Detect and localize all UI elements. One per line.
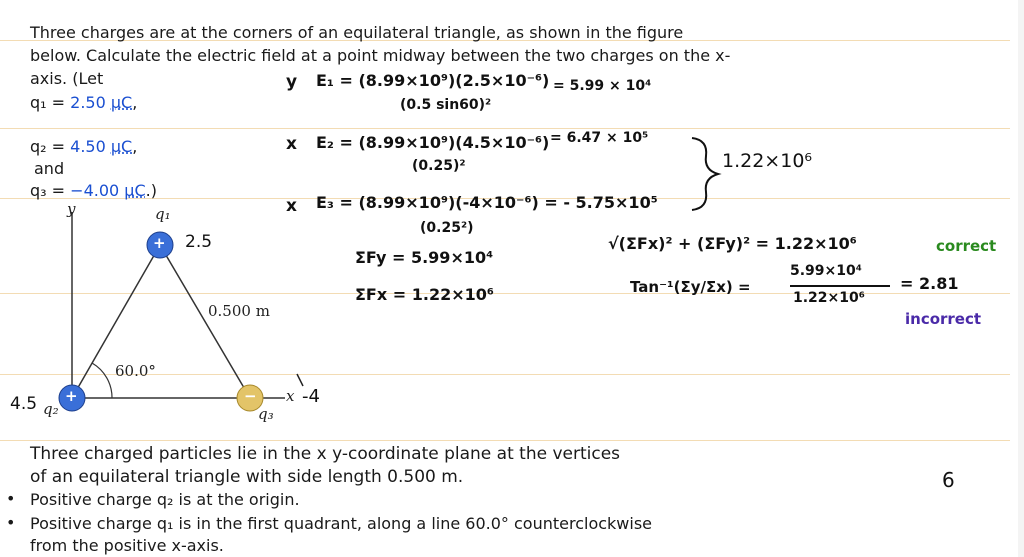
q2-value: 4.50 — [70, 137, 106, 156]
q1-unit: µC — [110, 93, 133, 112]
hand-sum-fx: ΣFx = 1.22×10⁶ — [355, 285, 494, 304]
q3-value: −4.00 — [70, 181, 120, 200]
hand-fraction-bar — [790, 285, 890, 287]
angle-label: 60.0° — [115, 362, 156, 380]
bullet-1: • — [6, 489, 16, 508]
hand-e2-result: = 6.47 × 10⁵ — [550, 130, 649, 146]
bottom-line-2: of an equilateral triangle with side length 0.500 m. — [30, 467, 464, 487]
hand-q1-value: 2.5 — [185, 232, 213, 252]
and-text: and — [34, 159, 65, 178]
hand-tan-lhs: Tan⁻¹(Σy/Σx) = — [630, 278, 751, 296]
q1-value: 2.50 — [70, 93, 106, 112]
hand-q3-value: -4 — [302, 386, 320, 407]
right-edge-strip — [1018, 0, 1024, 557]
ruled-line — [0, 128, 1010, 129]
hand-q2-value: 4.5 — [10, 394, 38, 414]
triangle-side-right — [160, 245, 250, 398]
hand-e2-numerator: E₂ = (8.99×10⁹)(4.5×10⁻⁶) — [316, 133, 550, 152]
hand-e2-denominator: (0.25)² — [412, 158, 466, 174]
q3-line — [30, 180, 157, 202]
bullet-2: • — [6, 513, 16, 532]
bullet-text-2-cont: from the positive x-axis. — [30, 536, 224, 555]
hand-tan-denominator: 1.22×10⁶ — [793, 290, 865, 306]
q3-label: q₃ — [258, 405, 274, 423]
problem-line-1: Three charges are at the corners of an equilateral triangle, as shown in the figure — [30, 23, 684, 42]
q2-plus-sign: + — [65, 387, 78, 405]
q3-unit: µC — [124, 181, 146, 200]
q1-label: q₁ — [155, 205, 171, 223]
hand-tick — [297, 374, 303, 386]
hand-y-mark: y — [286, 72, 298, 92]
hand-e3-line: E₃ = (8.99×10⁹)(-4×10⁻⁶) = - 5.75×10⁵ — [316, 193, 658, 212]
bottom-line-1: Three charged particles lie in the x y-coordinate plane at the vertices — [30, 444, 621, 464]
bullet-text-2: Positive charge q₁ is in the first quadrant, along a line 60.0° counterclockwise — [30, 514, 653, 533]
q2-label: q₂ — [43, 400, 59, 418]
angle-arc — [92, 363, 112, 398]
side-length-label: 0.500 m — [208, 302, 270, 320]
q1-line: q₁ = 2.50 µC, — [30, 93, 138, 112]
hand-e3-denominator: (0.25²) — [420, 220, 474, 236]
q3-minus-sign: − — [244, 387, 257, 405]
q3-close: .) — [145, 181, 157, 200]
bullet-text-1: Positive charge q₂ is at the origin. — [30, 490, 300, 509]
q2-label: q₂ = — [30, 137, 71, 156]
hand-brace-result: 1.22×10⁶ — [722, 150, 813, 172]
hand-magnitude: √(ΣFx)² + (ΣFy)² = 1.22×10⁶ — [608, 234, 857, 253]
hand-e1-numerator: E₁ = (8.99×10⁹)(2.5×10⁻⁶) — [316, 71, 550, 90]
hand-incorrect-note: incorrect — [905, 310, 982, 328]
hand-brace — [686, 134, 726, 214]
ruled-line — [0, 440, 1010, 441]
hand-e1-result: = 5.99 × 10⁴ — [553, 78, 652, 94]
hand-sum-fy: ΣFy = 5.99×10⁴ — [355, 248, 494, 267]
hand-x3-mark: x — [286, 196, 297, 216]
hand-six: 6 — [942, 468, 955, 492]
y-axis-label: y — [67, 200, 76, 218]
problem-line-3: axis. (Let — [30, 69, 104, 88]
hand-e1-denominator: (0.5 sin60)² — [400, 97, 492, 113]
q1-label: q₁ = — [30, 93, 71, 112]
q3-label: q₃ = — [30, 181, 71, 200]
q2-unit: µC — [110, 137, 133, 156]
hand-correct-note: correct — [936, 237, 997, 255]
hand-x-mark: x — [286, 134, 297, 154]
hand-tan-result: = 2.81 — [900, 274, 959, 293]
hand-tan-numerator: 5.99×10⁴ — [790, 263, 862, 279]
q2-line: q₂ = 4.50 µC, — [30, 137, 138, 156]
problem-line-2: below. Calculate the electric field at a point midway between the two charges on the x- — [30, 46, 731, 65]
x-axis-label: x — [286, 387, 295, 405]
q1-plus-sign: + — [153, 234, 166, 252]
